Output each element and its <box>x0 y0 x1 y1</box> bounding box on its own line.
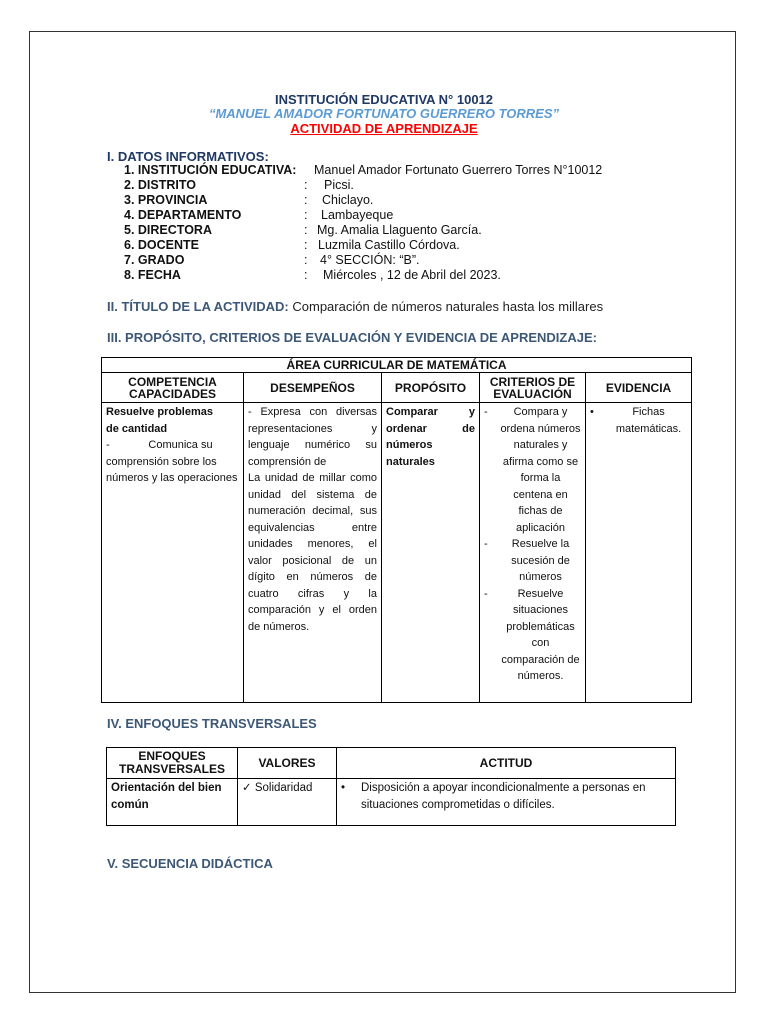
dash-marker: - <box>106 439 110 451</box>
info-value: Mg. Amalia Llaguento García. <box>317 223 482 237</box>
desempeno-text-2: La unidad de millar como unidad del sistema de numeración decimal, sus equivalencias entre unidades menores, el valor posicional de un dígito en números de cuatro cifras y la comparación y el orden de números. <box>248 472 377 633</box>
cell-competencia <box>102 403 244 703</box>
competencia-title-1: Resuelve problemas <box>106 406 213 418</box>
header-actitud: ACTITUD <box>337 748 676 779</box>
section-titulo-label: II. TÍTULO DE LA ACTIVIDAD: <box>107 299 289 314</box>
criterio-item <box>484 536 581 586</box>
info-row-grado <box>124 253 420 268</box>
header-proposito: PROPÓSITO <box>382 373 480 403</box>
info-label: 2. DISTRITO <box>124 178 197 192</box>
info-label: 5. DIRECTORA <box>124 223 212 237</box>
info-value: Picsi. <box>324 178 354 192</box>
info-row-fecha <box>124 268 501 283</box>
info-value: Chiclayo. <box>322 193 374 207</box>
activity-title: ACTIVIDAD DE APRENDIZAJE <box>290 121 478 136</box>
info-value: Miércoles , 12 de Abril del 2023. <box>323 268 501 282</box>
evidencia-text: Fichas matemáticas. <box>615 406 682 435</box>
info-row-docente <box>124 238 460 253</box>
info-row-directora <box>124 223 482 238</box>
competencia-title-2: de cantidad <box>106 422 168 435</box>
header-competencia-line1: COMPETENCIA <box>128 374 217 389</box>
info-value: 4° SECCIÓN: “B”. <box>320 253 420 267</box>
header-competencia <box>102 373 244 403</box>
criterio-text: Resuelve situaciones problemáticas con comparación de números. <box>501 587 580 682</box>
desempeno-expresa: Expresa con diversas representaciones y lenguaje numérico su comprensión de <box>248 406 377 468</box>
header-valores: VALORES <box>238 748 337 779</box>
dash-marker: - <box>248 406 252 418</box>
cell-criterios <box>480 403 586 703</box>
info-label: 7. GRADO <box>124 253 185 267</box>
cell-desempeno <box>244 403 382 703</box>
section-titulo-value: Comparación de números naturales hasta los millares <box>292 299 604 314</box>
info-value: Manuel Amador Fortunato Guerrero Torres N°10012 <box>314 163 603 177</box>
actitud-text: Disposición a apoyar incondicionalmente a personas en situaciones comprometidas o difíciles. <box>361 782 646 811</box>
info-colon: : <box>304 178 308 192</box>
criterio-item <box>484 586 581 685</box>
header-criterios-line1: CRITERIOS DE <box>489 374 576 389</box>
valor-text: Solidaridad <box>254 782 313 794</box>
header-enfoques-line2: TRANSVERSALES <box>118 762 225 776</box>
bullet-marker: • <box>590 406 594 418</box>
header-evidencia: EVIDENCIA <box>586 373 692 403</box>
institution-heading: INSTITUCIÓN EDUCATIVA N° 10012 <box>274 92 494 107</box>
enfoques-table <box>106 747 676 826</box>
bullet-marker: • <box>341 782 346 794</box>
info-row-distrito <box>124 178 354 193</box>
cell-evidencia <box>586 403 692 703</box>
section-secuencia-title: V. SECUENCIA DIDÁCTICA <box>107 856 273 871</box>
info-list <box>124 163 603 283</box>
info-row-provincia <box>124 193 374 208</box>
section-datos-informativos-title: I. DATOS INFORMATIVOS: <box>107 149 269 164</box>
info-row-departamento <box>124 208 394 223</box>
section-proposito-title: III. PROPÓSITO, CRITERIOS DE EVALUACIÓN Y EVIDENCIA DE APRENDIZAJE: <box>107 330 597 345</box>
info-value: Lambayeque <box>321 208 394 222</box>
capacidad-text-rest: comprensión sobre los números y las operaciones <box>106 455 238 484</box>
info-label: 3. PROVINCIA <box>124 193 208 207</box>
criterio-item <box>484 404 581 536</box>
info-label: 8. FECHA <box>124 268 181 282</box>
header-enfoques-line1: ENFOQUES <box>138 749 206 763</box>
header-competencia-line2: CAPACIDADES <box>128 386 217 401</box>
school-name: “MANUEL AMADOR FORTUNATO GUERRERO TORRES” <box>208 106 560 121</box>
cell-actitud <box>337 779 676 826</box>
dash-marker: - <box>484 587 488 600</box>
check-icon: ✓ <box>242 782 252 794</box>
evidencia-item <box>590 404 687 437</box>
info-value: Luzmila Castillo Córdova. <box>318 238 460 252</box>
section-enfoques-title: IV. ENFOQUES TRANSVERSALES <box>107 716 317 731</box>
info-colon: : <box>304 268 308 282</box>
info-colon: : <box>304 223 308 237</box>
desempeno-text-1 <box>248 404 377 470</box>
info-label: 4. DEPARTAMENTO <box>124 208 242 222</box>
info-colon: : <box>304 193 308 207</box>
cell-proposito: Comparar y ordenar de números naturales <box>382 403 480 703</box>
dash-marker: - <box>484 406 488 418</box>
math-curricular-table <box>101 357 692 703</box>
actitud-item <box>341 780 671 814</box>
info-colon: : <box>304 253 308 267</box>
info-label: 1. INSTITUCIÓN EDUCATIVA: <box>124 163 297 177</box>
dash-marker: - <box>484 538 488 550</box>
info-label: 6. DOCENTE <box>124 238 200 252</box>
info-colon: : <box>304 208 308 222</box>
cell-enfoque: Orientación del bien común <box>107 779 238 826</box>
section-titulo-actividad <box>107 299 603 314</box>
info-colon: : <box>304 238 308 252</box>
header-criterios-line2: EVALUACIÓN <box>493 386 572 401</box>
capacidad-text-1: Comunica su <box>148 439 213 451</box>
criterio-text: Compara y ordena números naturales y afirma como se forma la centena en fichas de aplicación <box>500 406 581 534</box>
header-desempenos: DESEMPEÑOS <box>244 373 382 403</box>
info-row-institucion <box>124 163 603 178</box>
capacidad-line <box>106 437 239 454</box>
header-criterios <box>480 373 586 403</box>
criterio-text: Resuelve la sucesión de números <box>511 538 570 583</box>
header-enfoques <box>107 748 238 779</box>
cell-valor <box>238 779 337 826</box>
area-heading: ÁREA CURRICULAR DE MATEMÁTICA <box>102 358 692 373</box>
